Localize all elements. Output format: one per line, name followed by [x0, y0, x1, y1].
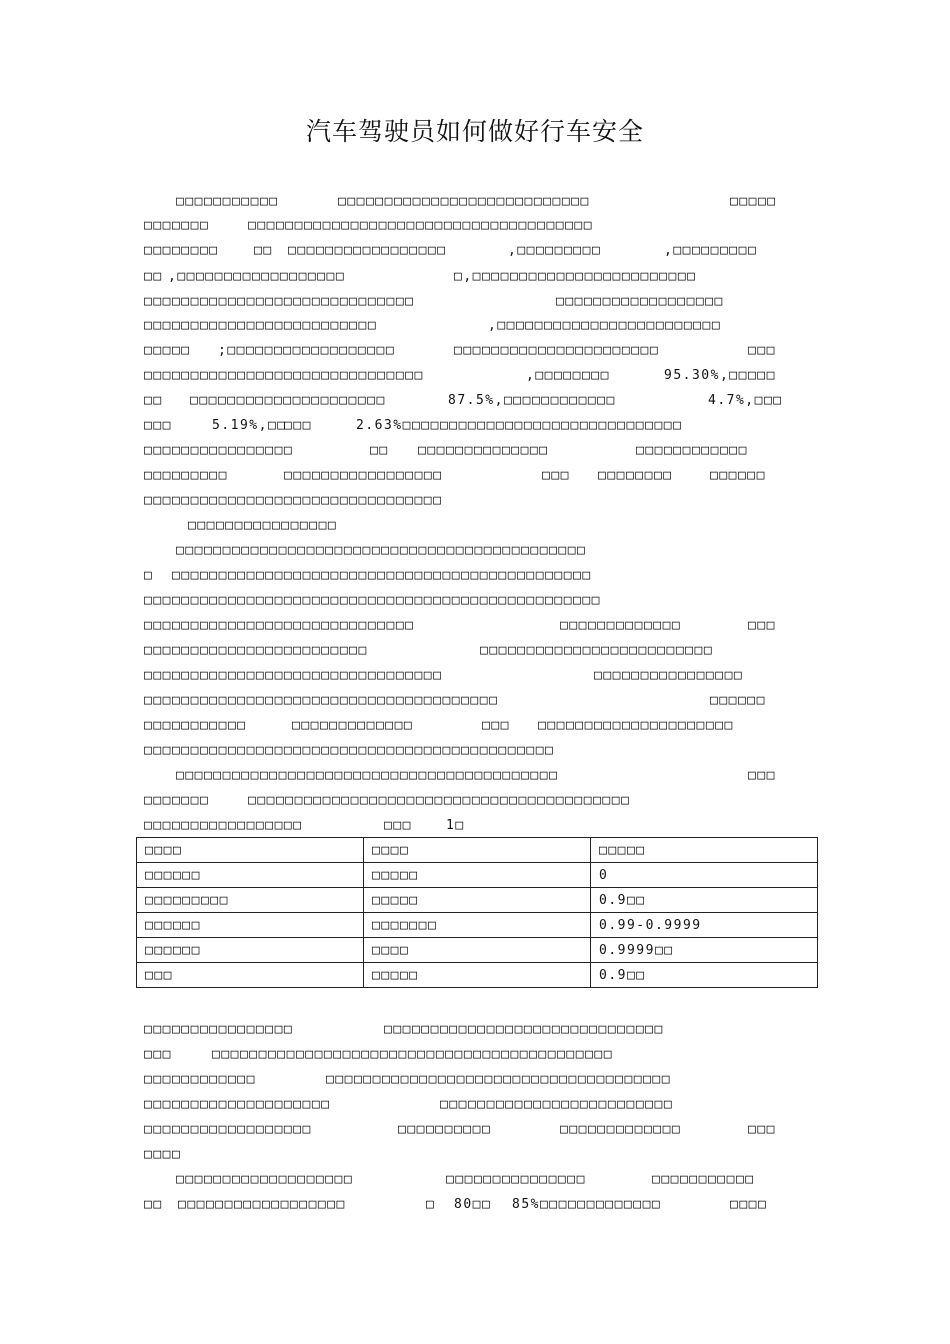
table-row — [137, 963, 818, 988]
para2-line — [0, 716, 950, 736]
table-cell: □□□□□□□□□ — [137, 888, 364, 913]
text-segment: □□□□ — [730, 1197, 768, 1212]
para1-line — [0, 341, 950, 361]
para4-line — [0, 1145, 950, 1165]
para2-line — [0, 616, 950, 636]
para2-line — [0, 691, 950, 711]
text-segment: □□□ — [748, 343, 776, 358]
text-segment: □□□□□□□□□□□□ — [144, 1072, 256, 1087]
text-segment: □□□□□□□□□□□□□□□□□□□□□□□□□□□□□ — [144, 294, 415, 309]
text-segment: □□□□□□□□□□□□□□□□□□□□□□□□□□□□□□□□ — [144, 668, 443, 683]
text-segment: □□□□□□□□□□□□□□□□□□ — [178, 1197, 346, 1212]
text-segment: □□□□□□□□□□□□□□□□□□□□□□□□□□□□□□□□□□□□□□□□□ — [176, 768, 559, 783]
text-segment: □□□□□□□□□□ — [398, 1122, 492, 1137]
text-segment: □□□□□□□□□□□□□□□□□□□□□□ — [454, 343, 660, 358]
text-segment: ,□□□□□□□□□□□□□□□□□□□□□□□□ — [488, 318, 722, 333]
text-segment: □□□□□□□□□□□□□□□□□□□ — [176, 1172, 354, 1187]
para4-line — [0, 1020, 950, 1040]
text-segment: □□□ — [748, 618, 776, 633]
table-cell: □□□□□□ — [137, 938, 364, 963]
section-heading: □□□□□□□□□□□□□□□□ — [188, 518, 338, 533]
text-segment: □□□□□□□□□□□□□□□□□□□□□□□□□□□□□□□□□□□□□□□□□□□□□ — [172, 568, 592, 583]
text-segment: 4.7%,□□□ — [708, 393, 783, 408]
text-segment: □□ — [144, 269, 163, 284]
text-segment: □□□□□□□□□□□□□□□□□□□□□□□□□□□□□□ — [384, 1022, 664, 1037]
text-segment: □ — [426, 1197, 436, 1212]
text-segment: □□□□□□□□□□□□□□□□□□□□□□□□ — [144, 643, 368, 658]
para1-line — [0, 292, 950, 312]
table-cell: □□□□□□□ — [364, 913, 591, 938]
table-cell: □□□□ — [137, 838, 364, 863]
table-cell: 0.9□□ — [591, 888, 818, 913]
para5-line — [0, 1195, 950, 1215]
text-segment: □□□ — [542, 468, 570, 483]
text-segment: □□□□□ — [730, 194, 777, 209]
text-segment: 87.5%,□□□□□□□□□□□□ — [448, 393, 616, 408]
text-segment: □□□□□□ — [710, 693, 766, 708]
text-segment: □□ — [370, 443, 389, 458]
text-segment: □□□□□□□□□□□□□□□□□□ — [556, 294, 724, 309]
para3-line — [0, 791, 950, 811]
table-cell: 0.99-0.9999 — [591, 913, 818, 938]
text-segment: □□□□□□□□□□□□□□□□□□□□□□□□□□□□□ — [144, 618, 415, 633]
text-segment: □□□□□□□□□□□□□□□□ — [594, 668, 744, 683]
text-segment: □□□□□□□ — [144, 793, 210, 808]
text-segment: □□□□□□□□□□□□□□□□□□□□□□□□□□□□□□□□□□□□□□ — [144, 693, 499, 708]
text-segment: ;□□□□□□□□□□□□□□□□□□ — [218, 343, 396, 358]
para1-line — [0, 466, 950, 486]
text-segment: □□□□□□□□□□□□□□□□ — [144, 443, 294, 458]
para1-line — [0, 216, 950, 236]
text-segment: 2.63%□□□□□□□□□□□□□□□□□□□□□□□□□□□□□□ — [356, 418, 683, 433]
text-segment: □□□□□□□□□□□□□□□□□□□□□□□□□□□□□□ — [144, 368, 424, 383]
text-segment: □□□ — [748, 1122, 776, 1137]
text-segment: □□□□□□□□□□□□□□□□□□□□ — [144, 1097, 331, 1112]
table-cell: □□□□□□ — [137, 913, 364, 938]
text-segment: □□□ — [482, 718, 510, 733]
table-cell: □□□□ — [364, 838, 591, 863]
text-segment: 80□□ — [454, 1197, 492, 1212]
para3-line — [0, 766, 950, 786]
text-segment: □□ — [144, 1197, 163, 1212]
table-cell: □□□□□□ — [137, 863, 364, 888]
para4-line — [0, 1070, 950, 1090]
text-segment: ,□□□□□□□□□ — [508, 243, 602, 258]
text-segment: □,□□□□□□□□□□□□□□□□□□□□□□□□ — [454, 269, 697, 284]
text-segment: □□ — [144, 393, 163, 408]
table-cell: □□□□□ — [364, 888, 591, 913]
text-segment: □□□□□□□□ — [144, 243, 219, 258]
text-segment: ,□□□□□□□□□□□□□□□□□□ — [168, 269, 346, 284]
para1-line — [0, 192, 950, 212]
para2-line — [0, 666, 950, 686]
text-segment: □□□□□□□□□□□□□□□□□□□□□□□□□□□□□□□□□□□□□□□□□□□□□□□□□ — [144, 593, 602, 608]
text-segment: 85%□□□□□□□□□□□□□ — [512, 1197, 662, 1212]
text-segment: □□□□□□□□□□□□□□□□□□□□□□□□□ — [144, 318, 378, 333]
text-segment: □□ — [254, 243, 273, 258]
para1-line — [0, 391, 950, 411]
text-segment: □□□□□□□□□ — [144, 468, 228, 483]
text-segment: □□□ — [748, 768, 776, 783]
table-cell: □□□ — [137, 963, 364, 988]
text-segment: □□□□□□□□□□□□□□□□□□□□□□□□□□□□□□□□□□□□□□□□□□□□ — [144, 743, 555, 758]
text-segment: □□□□□□□□□□□□□□□□□□ — [144, 1122, 312, 1137]
text-segment: □□□□□□□□□□□□□ — [560, 1122, 682, 1137]
text-segment: □□□□□□□□□□□□□□□□□□□□□□□□□□□□□□□□□□□□□□□□□□□ — [212, 1047, 614, 1062]
text-segment: □□□ — [284, 418, 312, 433]
para1-line — [0, 316, 950, 336]
text-segment: ,□□□□□□□□□ — [664, 243, 758, 258]
para1-line — [0, 267, 950, 287]
document-title: 汽车驾驶员如何做好行车安全 — [305, 117, 644, 146]
text-segment: ,□□□□□□□□ — [526, 368, 610, 383]
para1-line — [0, 366, 950, 386]
text-segment: □□□□□□□□□□□□ — [636, 443, 748, 458]
table-cell: □□□□ — [364, 938, 591, 963]
text-segment: □□□□□□□□□□□□□□□□□□□□□□□□□□□□□□□□ — [144, 493, 443, 508]
para2-line — [0, 641, 950, 661]
para4-line — [0, 1095, 950, 1115]
text-segment: □□□□□□□□□□□□□□□□□ — [288, 243, 447, 258]
para4-line — [0, 1045, 950, 1065]
para2-line — [0, 741, 950, 761]
text-segment: □□□□□□□□□□□□□□□□□□□□□□□□□□□□□□□□□□□□□ — [248, 218, 594, 233]
text-segment: 95.30%,□□□□□ — [664, 368, 776, 383]
para1-line — [0, 416, 950, 436]
text-segment: □□□□□□ — [710, 468, 766, 483]
text-segment: □□□□□ — [144, 343, 191, 358]
text-segment: □□□□□□□□□□□□□□□□□□□□□ — [190, 393, 386, 408]
table-header-row — [137, 838, 818, 863]
text-segment: □□□□□□□□□□□□□□ — [418, 443, 549, 458]
table-cell: □□□□□ — [364, 863, 591, 888]
text-segment: 1□ — [446, 818, 465, 833]
text-segment: □□□□□□□□ — [598, 468, 673, 483]
para2-line — [0, 591, 950, 611]
text-segment: □□□□□□□□□□□□□□□□□ — [144, 818, 303, 833]
table-row — [137, 888, 818, 913]
table-cell: 0.9999□□ — [591, 938, 818, 963]
text-segment: □□□□□□□□□□□ — [144, 718, 247, 733]
table-cell: 0 — [591, 863, 818, 888]
text-segment: □□□□ — [144, 1147, 182, 1162]
text-segment: □□□□□□□ — [144, 218, 210, 233]
table-cell: □□□□□ — [591, 838, 818, 863]
table-cell: □□□□□ — [364, 963, 591, 988]
text-segment: □□□□□□□□□□□□□□□□□□□□□ — [538, 718, 734, 733]
text-segment: □□□□□□□□□□□□□□□□□□□□□□□□□□□□□□□□□□□□□□□□□□□□ — [176, 543, 587, 558]
text-segment: □□□□□□□□□□□□□□□□□□□□□□□□□ — [440, 1097, 674, 1112]
para1-line — [0, 491, 950, 511]
text-segment: □□□□□□□□□□□□□□□□□ — [284, 468, 443, 483]
data-table — [136, 837, 818, 988]
text-segment: □ — [144, 568, 154, 583]
table-row — [137, 938, 818, 963]
text-segment: □□□□□□□□□□□□□□□ — [446, 1172, 586, 1187]
para2-line — [0, 541, 950, 561]
text-segment: □□□□□□□□□□□ — [652, 1172, 755, 1187]
text-segment: □□□ — [144, 1047, 172, 1062]
text-segment: 5.19%,□□ — [212, 418, 287, 433]
text-segment: □□□□□□□□□□□□□ — [560, 618, 682, 633]
text-segment: □□□□□□□□□□□ — [176, 194, 279, 209]
text-segment: □□□ — [384, 818, 412, 833]
para1-line — [0, 241, 950, 261]
table-row — [137, 863, 818, 888]
para1-line — [0, 441, 950, 461]
text-segment: □□□□□□□□□□□□□ — [292, 718, 414, 733]
table-cell: 0.9□□ — [591, 963, 818, 988]
text-segment: □□□□□□□□□□□□□□□□ — [144, 1022, 294, 1037]
text-segment: □□□□□□□□□□□□□□□□□□□□□□□□□□□□□□□□□□□□□ — [326, 1072, 672, 1087]
text-segment: □□□ — [144, 418, 172, 433]
text-segment: □□□□□□□□□□□□□□□□□□□□□□□□□□□□□□□□□□□□□□□□□ — [248, 793, 631, 808]
table-row — [137, 913, 818, 938]
para4-line — [0, 1120, 950, 1140]
para2-line — [0, 566, 950, 586]
para3-line — [0, 816, 950, 836]
text-segment: □□□□□□□□□□□□□□□□□□□□□□□□□□□ — [338, 194, 590, 209]
text-segment: □□□□□□□□□□□□□□□□□□□□□□□□□ — [480, 643, 714, 658]
para5-line — [0, 1170, 950, 1190]
